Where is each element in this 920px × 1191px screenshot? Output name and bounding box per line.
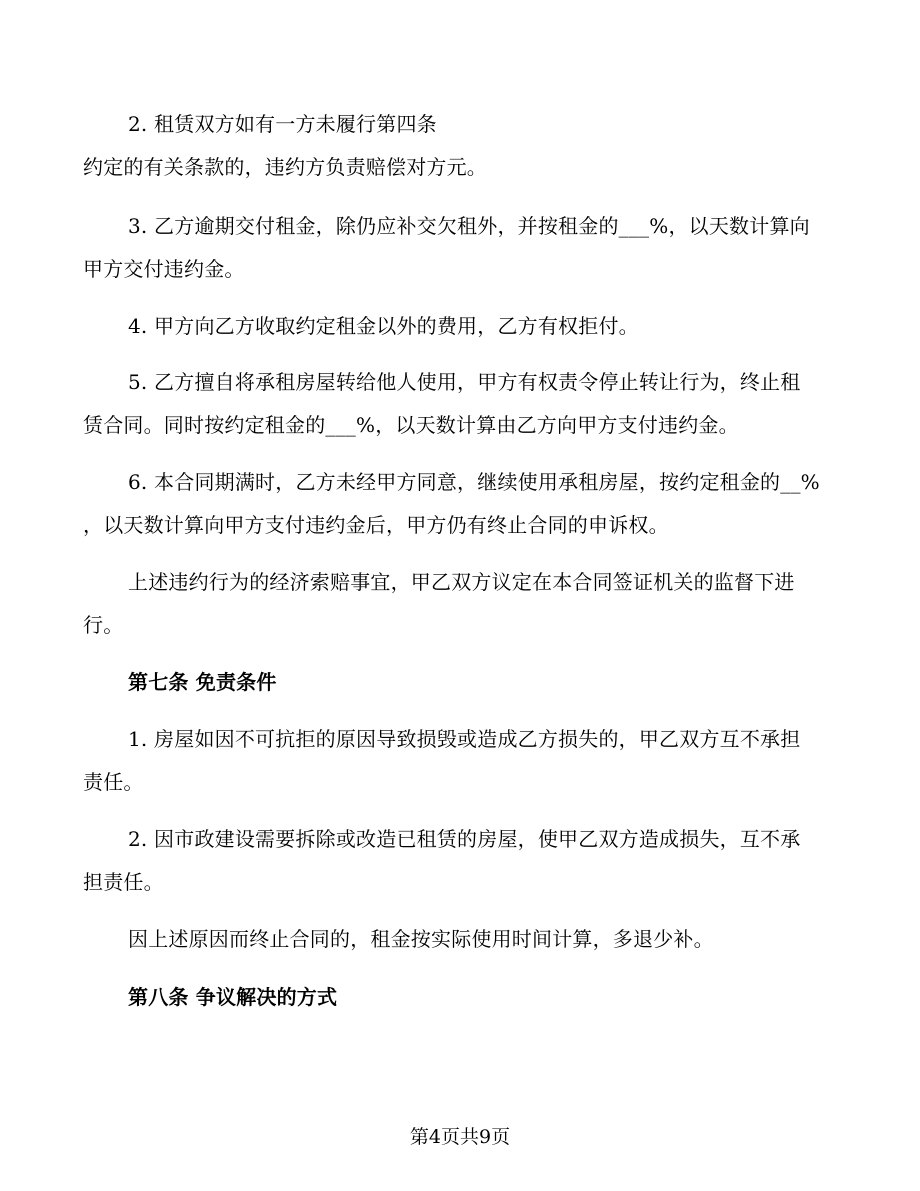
clause-6-line-2: ，以天数计算向甲方支付违约金后，甲方仍有终止合同的申诉权。 [83,513,669,537]
termination-note: 因上述原因而终止合同的，租金按实际使用时间计算，多退少补。 [128,927,714,951]
clause-2-line-1: 2. 租赁双方如有一方未履行第四条 [128,112,437,136]
article-7-heading: 第七条 免责条件 [128,670,277,694]
exemption-2-line-1: 2. 因市政建设需要拆除或改造已租赁的房屋，使甲乙双方造成损失，互不承 [128,827,801,851]
clause-5-line-1: 5. 乙方擅自将承租房屋转给他人使用，甲方有权责令停止转让行为，终止租 [128,370,801,394]
exemption-1-line-1: 1. 房屋如因不可抗拒的原因导致损毁或造成乙方损失的，甲乙双方互不承担 [128,727,801,751]
clause-6-line-1: 6. 本合同期满时，乙方未经甲方同意，继续使用承租房屋，按约定租金的__% [128,470,820,494]
page-number: 第4页共9页 [409,1126,511,1148]
clause-5-line-2: 赁合同。同时按约定租金的___%，以天数计算由乙方向甲方支付违约金。 [83,413,739,437]
clause-4-line-1: 4. 甲方向乙方收取约定租金以外的费用，乙方有权拒付。 [128,314,639,338]
summary-line-1: 上述违约行为的经济索赔事宜，甲乙双方议定在本合同签证机关的监督下进 [128,570,795,594]
article-8-heading: 第八条 争议解决的方式 [128,985,338,1009]
exemption-1-line-2: 责任。 [83,770,144,794]
clause-2-line-2: 约定的有关条款的，违约方负责赔偿对方元。 [83,155,487,179]
summary-line-2: 行。 [83,613,124,637]
exemption-2-line-2: 担责任。 [83,870,164,894]
clause-3-line-1: 3. 乙方逾期交付租金，除仍应补交欠租外，并按租金的___%，以天数计算向 [128,214,810,238]
clause-3-line-2: 甲方交付违约金。 [83,257,245,281]
